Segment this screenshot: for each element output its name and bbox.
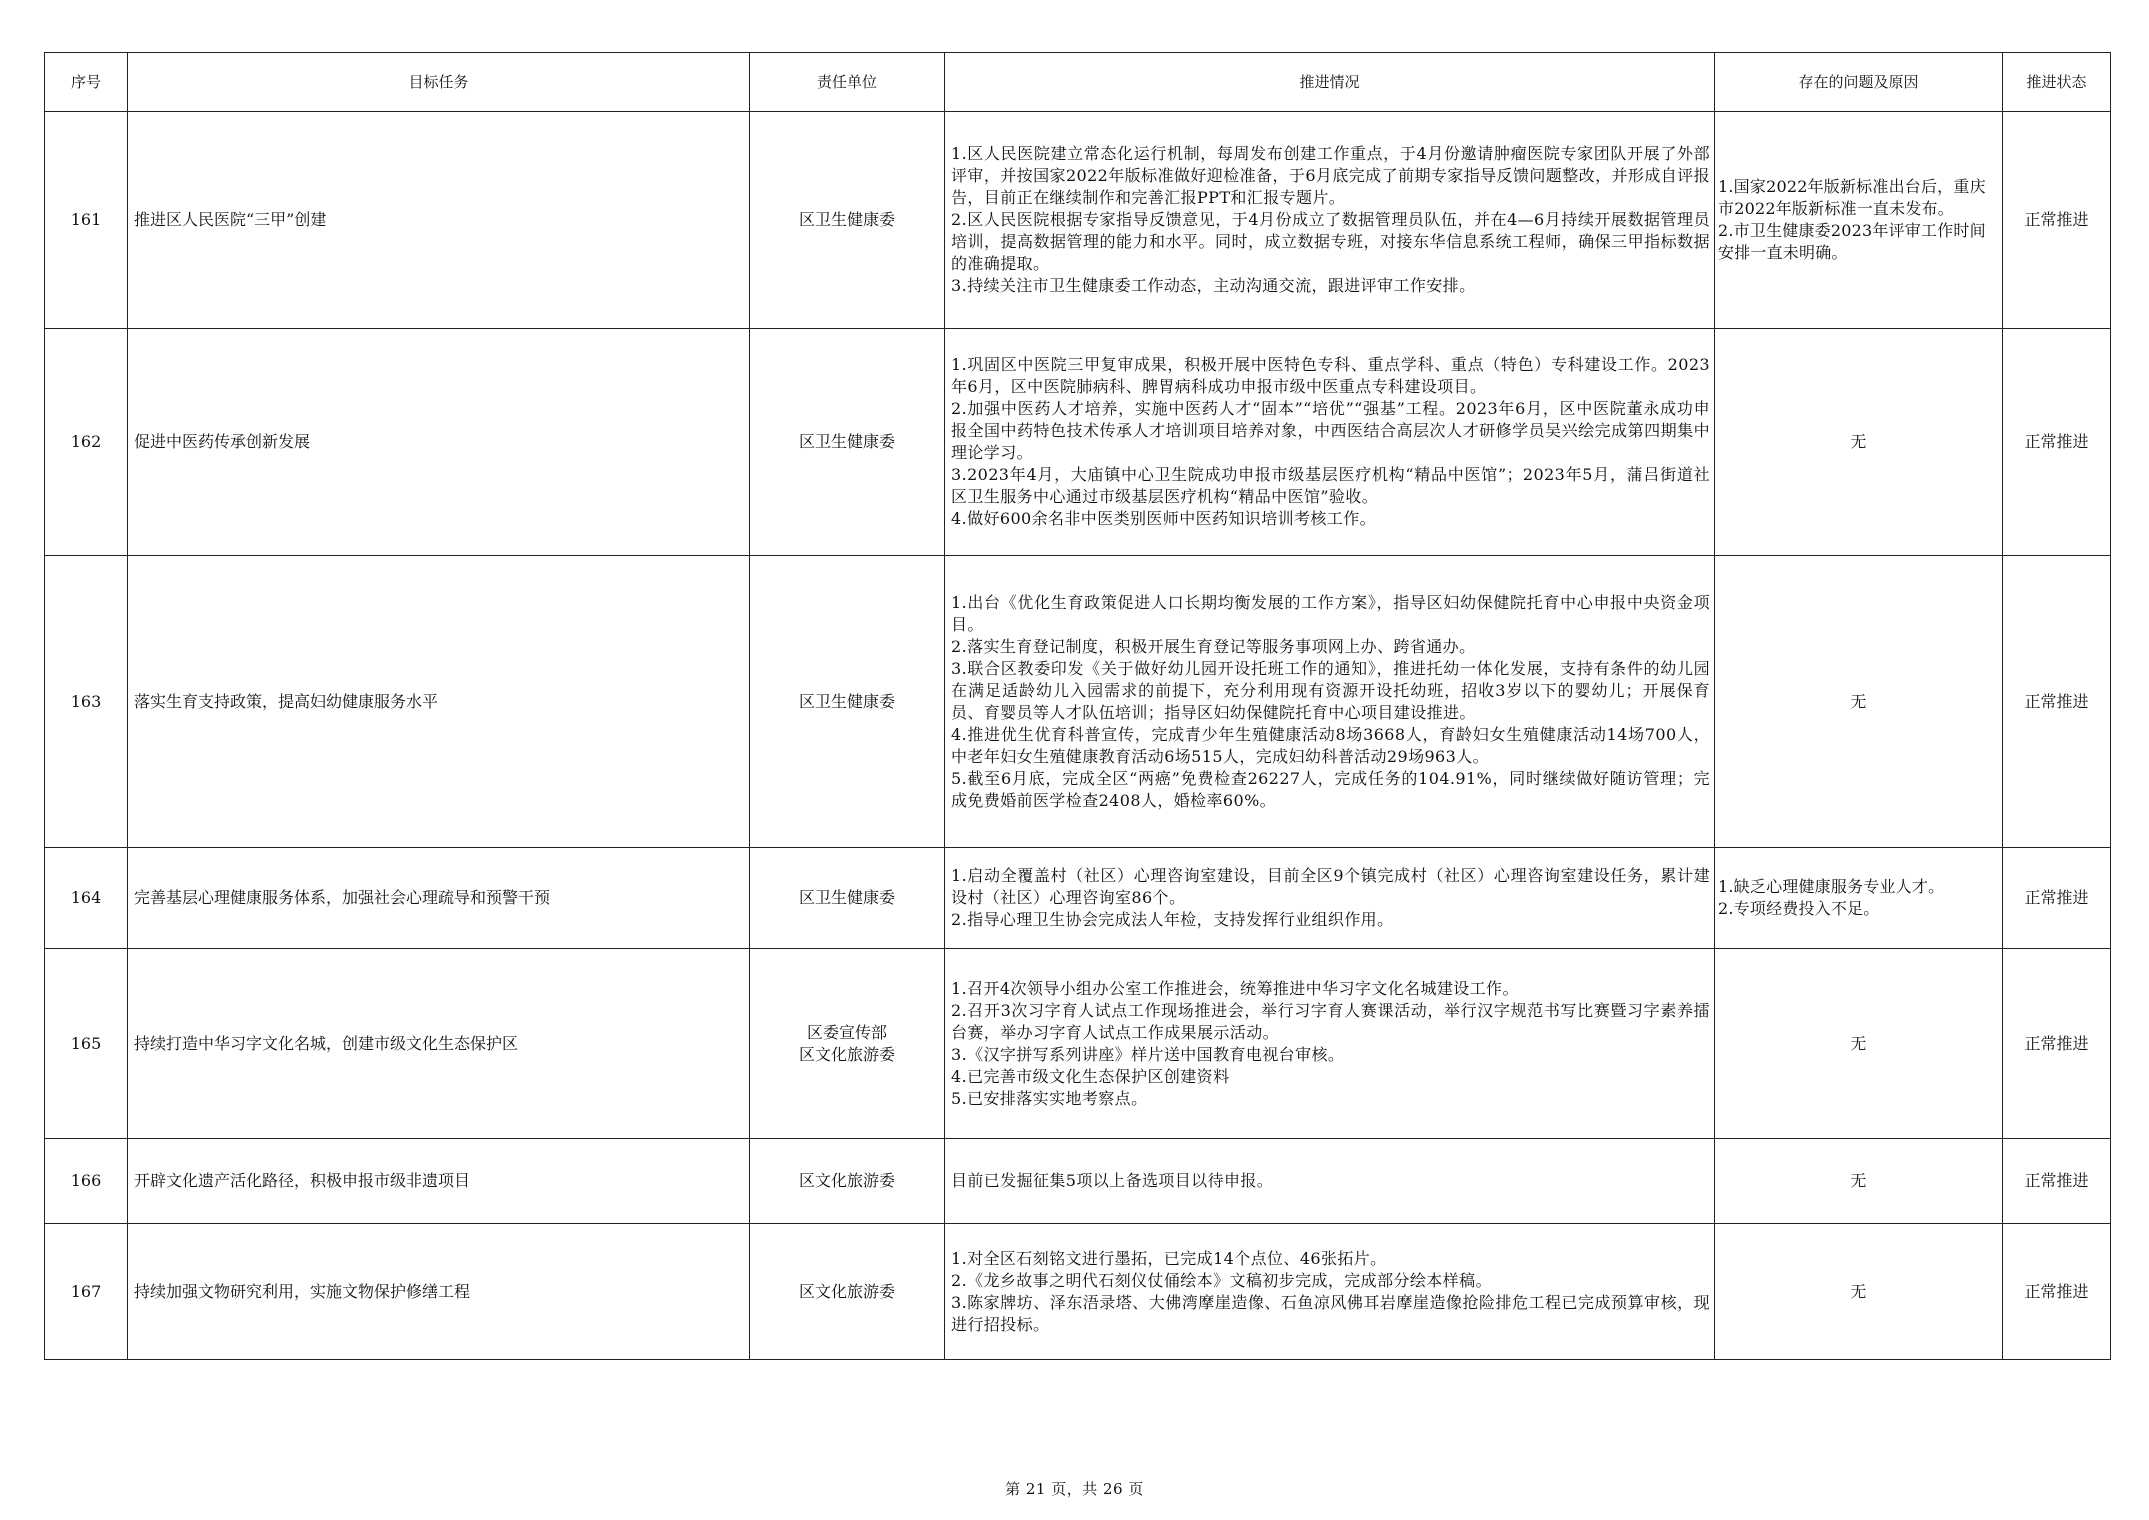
- progress-item: 2.召开3次习字育人试点工作现场推进会，举行习字育人赛课活动，举行汉字规范书写比赛暨习字素养擂台赛，举办习字育人试点工作成果展示活动。: [951, 1000, 1710, 1042]
- table-header-row: [45, 53, 2111, 112]
- problem-item: 1.国家2022年版新标准出台后，重庆市2022年版新标准一直未发布。: [1718, 177, 1986, 218]
- cell-status: 正常推进: [2003, 1224, 2111, 1360]
- cell-problems: [1715, 1224, 2003, 1360]
- cell-unit: [750, 329, 945, 556]
- cell-seq: 165: [45, 949, 128, 1139]
- progress-item: 4.已完善市级文化生态保护区创建资料: [951, 1066, 1230, 1086]
- cell-progress: [945, 848, 1715, 949]
- cell-status: 正常推进: [2003, 848, 2111, 949]
- table-body: [45, 112, 2111, 1360]
- cell-task: 开辟文化遗产活化路径，积极申报市级非遗项目: [128, 1139, 750, 1224]
- cell-problems: [1715, 112, 2003, 329]
- cell-problems: [1715, 329, 2003, 556]
- cell-seq: 163: [45, 556, 128, 848]
- progress-item: 4.做好600余名非中医类别医师中医药知识培训考核工作。: [951, 509, 1377, 528]
- problem-item: 1.缺乏心理健康服务专业人才。: [1718, 877, 1945, 896]
- progress-item: 2.《龙乡故事之明代石刻仪仗俑绘本》文稿初步完成，完成部分绘本样稿。: [951, 1270, 1492, 1290]
- cell-seq: 167: [45, 1224, 128, 1360]
- table-row: [45, 1224, 2111, 1360]
- cell-progress: [945, 329, 1715, 556]
- cell-progress: [945, 112, 1715, 329]
- progress-item: 目前已发掘征集5项以上备选项目以待申报。: [951, 1171, 1274, 1190]
- cell-status: 正常推进: [2003, 1139, 2111, 1224]
- cell-progress: [945, 556, 1715, 848]
- problem-item: 2.市卫生健康委2023年评审工作时间安排一直未明确。: [1718, 221, 1986, 262]
- cell-unit: [750, 949, 945, 1139]
- cell-task: 完善基层心理健康服务体系，加强社会心理疏导和预警干预: [128, 848, 750, 949]
- table-row: [45, 949, 2111, 1139]
- problem-item: 无: [1850, 1281, 1867, 1301]
- table-row: [45, 556, 2111, 848]
- cell-task: 落实生育支持政策，提高妇幼健康服务水平: [128, 556, 750, 848]
- header-task: 目标任务: [128, 53, 750, 112]
- progress-item: 3.陈家牌坊、泽东浯录塔、大佛湾摩崖造像、石鱼凉风佛耳岩摩崖造像抢险排危工程已完成预算审核，现进行招投标。: [951, 1292, 1710, 1334]
- header-seq: 序号: [45, 53, 128, 112]
- cell-task: 持续打造中华习字文化名城，创建市级文化生态保护区: [128, 949, 750, 1139]
- progress-item: 1.出台《优化生育政策促进人口长期均衡发展的工作方案》，指导区妇幼保健院托育中心申报中央资金项目。: [951, 592, 1710, 634]
- progress-item: 3.联合区教委印发《关于做好幼儿园开设托班工作的通知》，推进托幼一体化发展，支持有条件的幼儿园在满足适龄幼儿入园需求的前提下，充分利用现有资源开设托幼班，招收3岁以下的婴幼儿；开展保育员、育婴员等人才队伍培训；指导区妇幼保健院托育中心项目建设推进。: [951, 658, 1710, 722]
- header-progress: 推进情况: [945, 53, 1715, 112]
- cell-seq: 164: [45, 848, 128, 949]
- progress-item: 5.截至6月底，完成全区“两癌”免费检查26227人，完成任务的104.91%，同时继续做好随访管理；完成免费婚前医学检查2408人，婚检率60%。: [951, 768, 1710, 810]
- cell-unit: [750, 556, 945, 848]
- cell-status: 正常推进: [2003, 556, 2111, 848]
- cell-problems: [1715, 556, 2003, 848]
- progress-item: 2.加强中医药人才培养，实施中医药人才“固本”“培优”“强基”工程。2023年6月，区中医院董永成功申报全国中药特色技术传承人才培训项目培养对象，中西医结合高层次人才研修学员吴兴绘完成第四期集中理论学习。: [951, 399, 1710, 462]
- problem-item: 无: [1850, 691, 1867, 711]
- progress-item: 1.对全区石刻铭文进行墨拓，已完成14个点位、46张拓片。: [951, 1248, 1387, 1268]
- table-row: [45, 848, 2111, 949]
- cell-task: 促进中医药传承创新发展: [128, 329, 750, 556]
- unit-line: 区卫生健康委: [798, 691, 895, 711]
- unit-line: 区卫生健康委: [798, 210, 895, 229]
- cell-progress: [945, 949, 1715, 1139]
- problem-item: 2.专项经费投入不足。: [1718, 899, 1880, 918]
- unit-line: 区文化旅游委: [798, 1044, 895, 1064]
- page-footer: 第 21 页，共 26 页: [1005, 1480, 1144, 1498]
- header-unit: 责任单位: [750, 53, 945, 112]
- table-row: [45, 329, 2111, 556]
- cell-problems: [1715, 1139, 2003, 1224]
- cell-status: 正常推进: [2003, 112, 2111, 329]
- progress-item: 4.推进优生优育科普宣传，完成青少年生殖健康活动8场3668人，育龄妇女生殖健康活动14场700人，中老年妇女生殖健康教育活动6场515人，完成妇幼科普活动29场963人。: [951, 724, 1710, 766]
- table-row: [45, 1139, 2111, 1224]
- cell-seq: 161: [45, 112, 128, 329]
- cell-status: 正常推进: [2003, 329, 2111, 556]
- progress-item: 2.区人民医院根据专家指导反馈意见，于4月份成立了数据管理员队伍，并在4—6月持续开展数据管理员培训，提高数据管理的能力和水平。同时，成立数据专班，对接东华信息系统工程师，确保三甲指标数据的准确提取。: [951, 210, 1710, 273]
- progress-item: 1.召开4次领导小组办公室工作推进会，统筹推进中华习字文化名城建设工作。: [951, 978, 1519, 998]
- unit-line: 区委宣传部: [806, 1022, 887, 1042]
- cell-unit: [750, 1139, 945, 1224]
- cell-status: 正常推进: [2003, 949, 2111, 1139]
- cell-seq: 162: [45, 329, 128, 556]
- problem-item: 无: [1850, 1171, 1867, 1190]
- header-status: 推进状态: [2003, 53, 2111, 112]
- table-row: [45, 112, 2111, 329]
- unit-line: 区文化旅游委: [798, 1171, 895, 1190]
- progress-item: 5.已安排落实实地考察点。: [951, 1088, 1148, 1108]
- cell-unit: [750, 1224, 945, 1360]
- unit-line: 区卫生健康委: [798, 888, 895, 907]
- progress-item: 2.指导心理卫生协会完成法人年检，支持发挥行业组织作用。: [951, 910, 1394, 929]
- unit-line: 区卫生健康委: [798, 432, 895, 451]
- progress-item: 1.巩固区中医院三甲复审成果，积极开展中医特色专科、重点学科、重点（特色）专科建设工作。2023年6月，区中医院肺病科、脾胃病科成功申报市级中医重点专科建设项目。: [951, 355, 1710, 396]
- progress-item: 3.持续关注市卫生健康委工作动态，主动沟通交流，跟进评审工作安排。: [951, 276, 1476, 295]
- problem-item: 无: [1850, 432, 1867, 451]
- cell-task: 推进区人民医院“三甲”创建: [128, 112, 750, 329]
- problem-item: 无: [1850, 1033, 1867, 1053]
- cell-problems: [1715, 949, 2003, 1139]
- header-problems: 存在的问题及原因: [1715, 53, 2003, 112]
- cell-task: 持续加强文物研究利用，实施文物保护修缮工程: [128, 1224, 750, 1360]
- progress-item: 3.《汉字拼写系列讲座》样片送中国教育电视台审核。: [951, 1044, 1345, 1064]
- cell-progress: [945, 1139, 1715, 1224]
- progress-item: 1.区人民医院建立常态化运行机制，每周发布创建工作重点，于4月份邀请肿瘤医院专家团队开展了外部评审，并按国家2022年版标准做好迎检准备，于6月底完成了前期专家指导反馈问题整改，并形成自评报告，目前正在继续制作和完善汇报PPT和汇报专题片。: [951, 144, 1710, 207]
- progress-table: [44, 52, 2111, 1360]
- progress-item: 3.2023年4月，大庙镇中心卫生院成功申报市级基层医疗机构“精品中医馆”；2023年5月，蒲吕街道社区卫生服务中心通过市级基层医疗机构“精品中医馆”验收。: [951, 465, 1710, 506]
- cell-problems: [1715, 848, 2003, 949]
- cell-unit: [750, 848, 945, 949]
- cell-progress: [945, 1224, 1715, 1360]
- cell-seq: 166: [45, 1139, 128, 1224]
- cell-unit: [750, 112, 945, 329]
- progress-item: 2.落实生育登记制度，积极开展生育登记等服务事项网上办、跨省通办。: [951, 636, 1476, 656]
- progress-item: 1.启动全覆盖村（社区）心理咨询室建设，目前全区9个镇完成村（社区）心理咨询室建设任务，累计建设村（社区）心理咨询室86个。: [951, 866, 1710, 907]
- unit-line: 区文化旅游委: [798, 1281, 895, 1301]
